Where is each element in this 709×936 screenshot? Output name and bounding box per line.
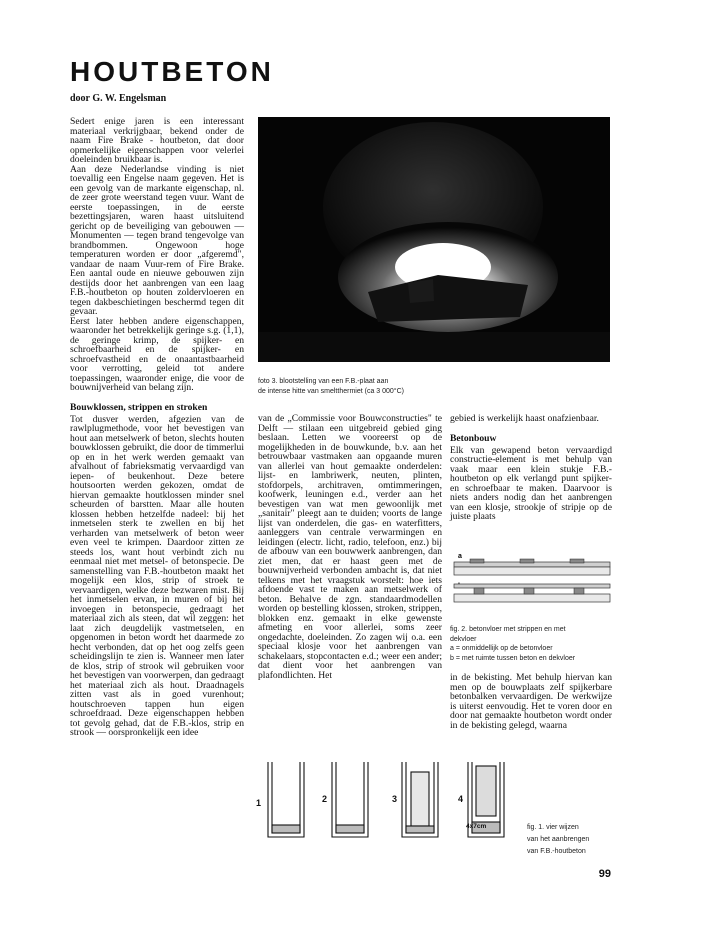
floor-diagram (450, 548, 612, 606)
figure-1 (256, 762, 521, 844)
dimension-label: 4x7cm (466, 823, 487, 830)
paragraph: Tot dusver werden, afgezien van de rawlplugmethode, voor het bevestigen van hout aan metselwerk of beton, slechts houten bouwklossen gebruikt, die door de timmerlui op en in het werk werden gemaakt van afvalhout of fabrieksmatig vervaardigd van iepen- of beukenhout. Deze betere houtsoorten werden gekozen, omdat de hiervan gemaakte houtklossen minder snel scheurden of barstten. Maar alle houten klossen hebben hetzelfde nadeel: bij het inmetselen sterk te zwellen en bij het verharden van metselwerk of beton weer even veel te krimpen. Daardoor zitten ze steeds los, want hout verbindt zich nu eenmaal niet met metsel- of betonspecie. De samenstelling van F.B.-houtbeton maakt het mogelijk een klos, strip of stroek te vervaardigen, welke deze bezwaren mist. Bij het inmetselen ervan, in muren of bij het invoegen in betonspecie, gedraagt het materiaal zich als steen, dat wil zeggen: het laat zich deugdelijk vastmetselen, en opgenomen in beton wordt het daarmede zo hecht verbonden, dat op het oog zelfs geen scheidingslijn te zien is. Wanneer men later de klos, strip of strook wil gebruiken voor het bevestigen van voorwerpen, dan gedraagt het materiaal zich als hout. Draadnagels zitten vast als in goed vurenhout; houtschroeven tappen hun eigen schroefdraad. Deze eigenschappen hebben tot gevolg gehad, dat de F.B.-klos, strip en strook — oorspronkelijk een idee (70, 413, 244, 738)
paragraph: Elk van gewapend beton vervaardigd constructie-element is met behulp van vaak maar een klein stukje F.B.-houtbeton op elk verlangd punt spijker- en schroefbaar te maken. Daarvoor is niets anders nodig dan het aanbrengen van een klosje, strookje of stripje op de juiste plaats (450, 444, 612, 522)
caption-line: b = met ruimte tussen beton en dekvloer (450, 654, 576, 662)
fire-test-image (258, 117, 610, 362)
article-author: door G. W. Engelsman (70, 93, 167, 104)
paragraph: gebied is werkelijk haast onafzienbaar. (450, 413, 599, 424)
column-3-bottom (450, 673, 612, 730)
paragraph: in de bekisting. Met behulp hiervan kan men op de bouwplaats zelf spijkerbare betonbalken vervaardigen. De werkwijze is uiterst eenvoudig. Het te voren door en door nat gemaakte houtbeton wordt onder in de bekisting gelegd, waarna (450, 672, 612, 731)
caption-line: dekvloer (450, 635, 477, 643)
figure-label: 3 (392, 794, 398, 804)
section-heading: Bouwklossen, strippen en stroken (70, 401, 208, 413)
column-1 (70, 117, 244, 738)
caption-line: fig. 1. vier wijzen (527, 824, 579, 831)
paragraph: Aan deze Nederlandse vinding is niet toevallig een Engelse naam gegeven. Het is een gevolg van de markante eigenschap, nl. de zeer grote weerstand tegen vuur. Want de eerste toepassingen, in de eerste bezettingsjaren, waren haast uitsluitend gericht op de beveiliging van gebouwen — Monumenten — tegen brand tengevolge van brandbommen. Ongewoon hoge temperaturen worden er door „afgeremd", vandaar de naam Vuur-rem of Fire Brake. Een aantal oude en nieuwe gebouwen zijn destijds door het aanbrengen van een laag F.B.-houtbeton op houten zoldervloeren en tegen dakbeschietingen beschermd tegen dit gevaar. (70, 163, 244, 317)
figure-label: 4 (458, 794, 464, 804)
figure-label-a: a (458, 553, 462, 560)
photo-caption (258, 377, 498, 396)
fire-test-photo (258, 117, 610, 362)
paragraph: van de „Commissie voor Bouwconstructies" te Delft — stilaan een uitgebreid gebied ging beslaan. Letten we vooreerst op de mogelijkheden in de bouwkunde, b.v. aan het betrouwbaar vastmaken aan opgaande muren van allerlei van hout gemaakte onderdelen: lijst- en lambriwerk, neuten, plinten, stofdorpels, architraven, omtimmeringen, koofwerk, leuningen e.d., verder aan het bevestigen van wat men gewoonlijk met „sanitair" pleegt aan te duiden; voorts de lange lijst van onderdelen, die gas- en waterfitters, aanleggers van centrale verwarmingen en leidingen (electr. licht, radio, telefoon, enz.) bij de afbouw van een bouwwerk aanbrengen, dan ziet men, dat er haast geen met de bouwnijverheid verbonden ambacht is, dat niet telkens met het vraagstuk worstelt: hoe iets afdoende vast te maken aan metselwerk of beton. Behalve de zgn. standaardmodellen worden op bestelling klossen, stroken, strippen, blokken enz. gemaakt in elke gewenste afmeting en voor allerlei, soms zeer ongedachte, doeleinden. Zo zagen wij o.a. een speciaal klosje voor het aanbrengen van schakelaars, stopcontacten e.d.; weer een ander; dat dient voor het aanbrengen van plafondlichten. Het (258, 413, 442, 681)
caption-line: van F.B.-houtbeton (527, 848, 586, 855)
figure-2-caption (450, 625, 612, 663)
caption-line: foto 3. blootstelling van een F.B.-plaat aan (258, 378, 389, 385)
section-heading: Betonbouw (450, 432, 497, 444)
caption-line: de intense hitte van smeltthermiet (ca 3 000°C) (258, 387, 404, 395)
paragraph: Eerst later hebben andere eigenschappen, waaronder het betrekkelijk geringe s.g. (1,1), de geringe krimp, de spijker- en schroefbaarheid en de spijker- en schroefvastheid en de onaantastbaarheid voor verrotting, geleid tot andere toepassingen, waaronder enige, die voor de bouwnijverheid van belang zijn. (70, 315, 244, 393)
page-number: 99 (598, 868, 611, 880)
caption-line: van het aanbrengen (527, 836, 590, 843)
installation-diagram (256, 762, 521, 844)
caption-line: fig. 2. betonvloer met strippen en met (450, 626, 566, 633)
article-title: HOUTBETON (70, 56, 274, 87)
figure-label: 2 (322, 794, 328, 804)
intro-paragraph: Sedert enige jaren is een interessant materiaal verkrijgbaar, bekend onder de naam Fire Brake - houtbeton, dat door opmerkelijke eigenschappen voor velerlei doeleinden bruikbaar is. (70, 116, 244, 165)
caption-line: a = onmiddellijk op de betonvloer (450, 645, 553, 652)
figure-2 (450, 548, 612, 606)
figure-1-caption (527, 822, 613, 858)
column-2 (258, 414, 442, 680)
figure-label: 1 (256, 798, 262, 808)
column-3-top (450, 414, 612, 522)
